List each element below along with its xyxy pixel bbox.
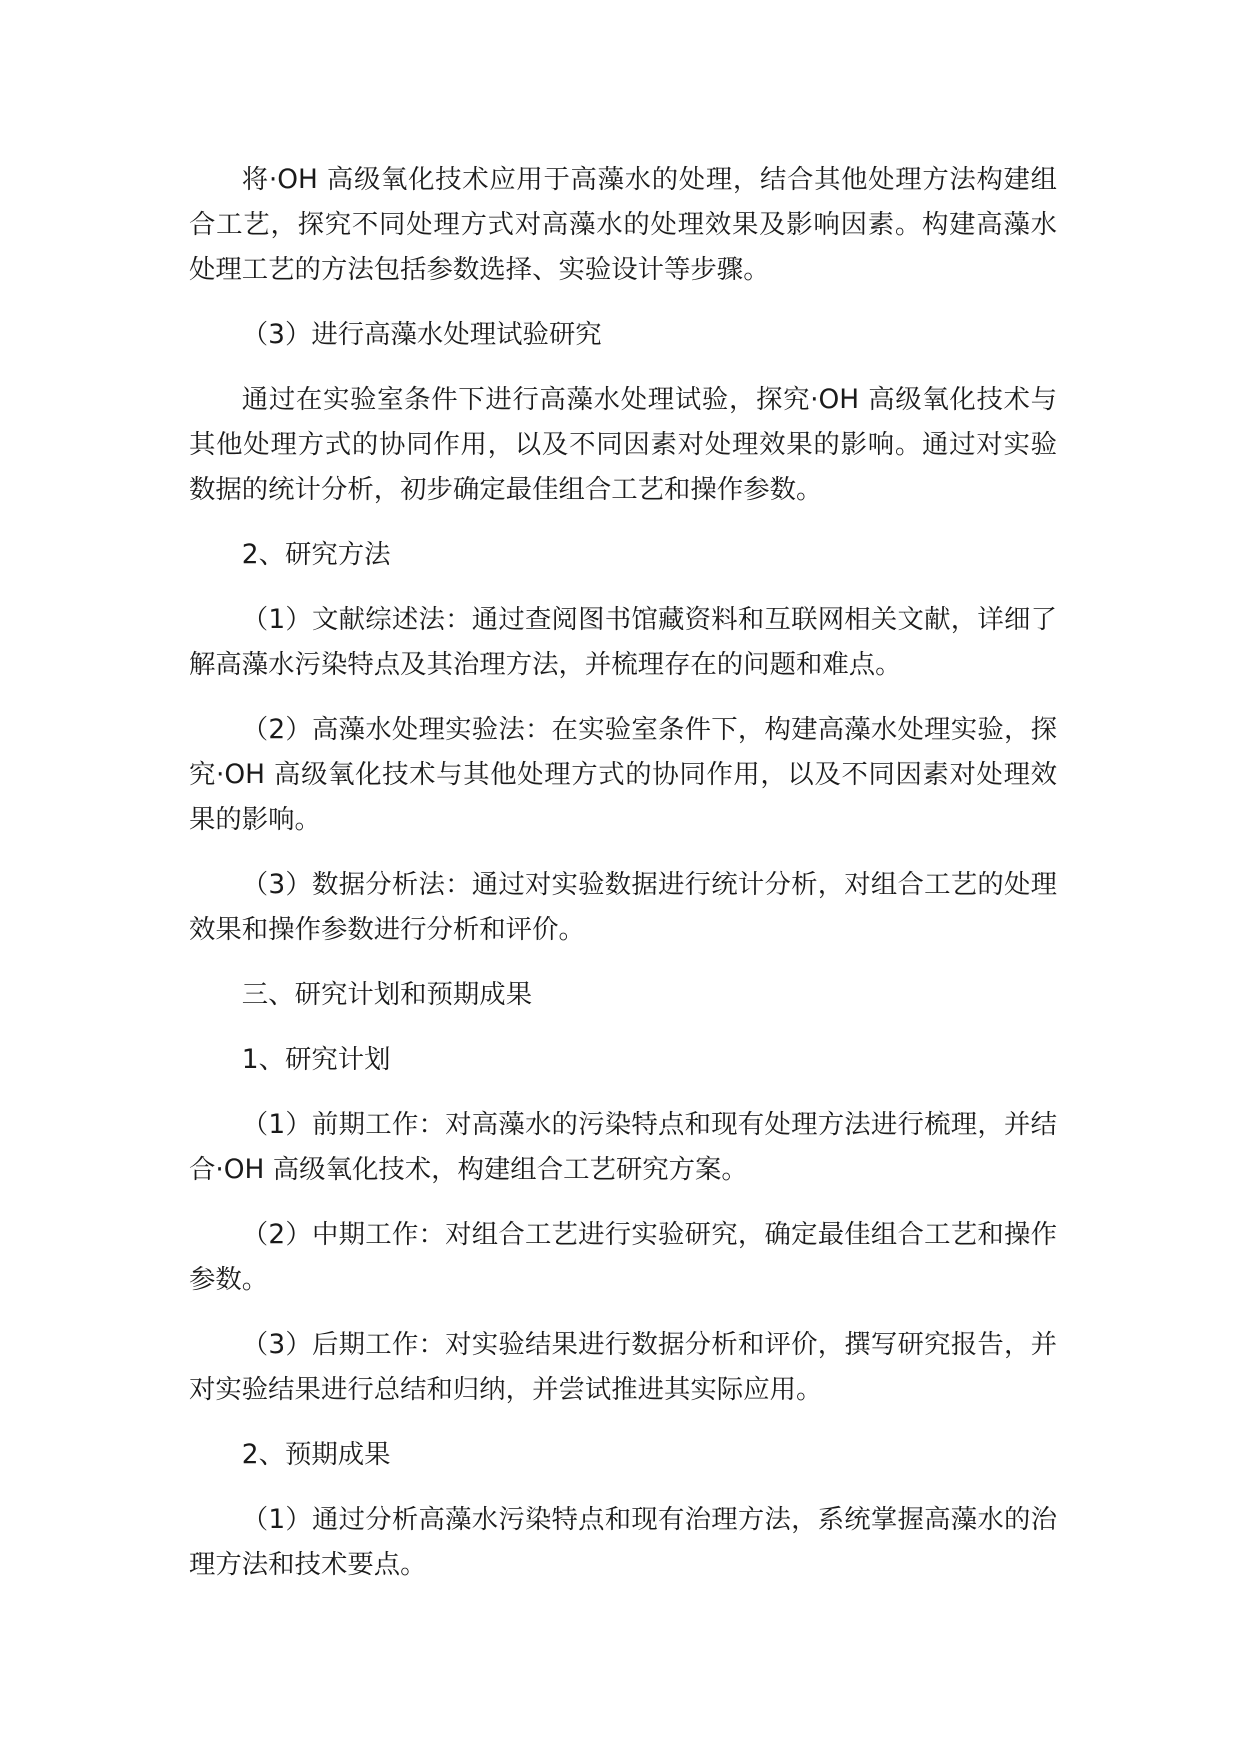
paragraph-mid-work: （2）中期工作：对组合工艺进行实验研究，确定最佳组合工艺和操作参数。 [189, 1219, 1057, 1295]
paragraph-early-work: （1）前期工作：对高藻水的污染特点和现有处理方法进行梳理，并结合·OH 高级氧化技术，构建组合工艺研究方案。 [189, 1109, 1057, 1185]
paragraph-data-analysis-method: （3）数据分析法：通过对实验数据进行统计分析，对组合工艺的处理效果和操作参数进行分析和评价。 [189, 869, 1057, 945]
section-heading-research-plan: 1、研究计划 [241, 1044, 391, 1075]
section-heading-research-methods: 2、研究方法 [241, 539, 391, 570]
subheading-treatment-experiment: （3）进行高藻水处理试验研究 [241, 319, 602, 350]
paragraph-lab-experiment-method: （2）高藻水处理实验法：在实验室条件下，构建高藻水处理实验，探究·OH 高级氧化技术与其他处理方式的协同作用，以及不同因素对处理效果的影响。 [189, 714, 1057, 835]
paragraph-experiment-description: 通过在实验室条件下进行高藻水处理试验，探究·OH 高级氧化技术与其他处理方式的协同作用，以及不同因素对处理效果的影响。通过对实验数据的统计分析，初步确定最佳组合工艺和操作参数。 [189, 384, 1057, 505]
paragraph-late-work: （3）后期工作：对实验结果进行数据分析和评价，撰写研究报告，并对实验结果进行总结和归纳，并尝试推进其实际应用。 [189, 1329, 1057, 1405]
paragraph-method-construction: 将·OH 高级氧化技术应用于高藻水的处理，结合其他处理方法构建组合工艺，探究不同处理方式对高藻水的处理效果及影响因素。构建高藻水处理工艺的方法包括参数选择、实验设计等步骤。 [189, 164, 1057, 285]
paragraph-literature-review: （1）文献综述法：通过查阅图书馆藏资料和互联网相关文献，详细了解高藻水污染特点及其治理方法，并梳理存在的问题和难点。 [189, 604, 1057, 680]
section-heading-plan-and-outcomes: 三、研究计划和预期成果 [241, 979, 533, 1010]
section-heading-expected-outcomes: 2、预期成果 [241, 1439, 391, 1470]
paragraph-expected-outcome-1: （1）通过分析高藻水污染特点和现有治理方法，系统掌握高藻水的治理方法和技术要点。 [189, 1504, 1057, 1580]
document-body [189, 157, 1057, 1607]
